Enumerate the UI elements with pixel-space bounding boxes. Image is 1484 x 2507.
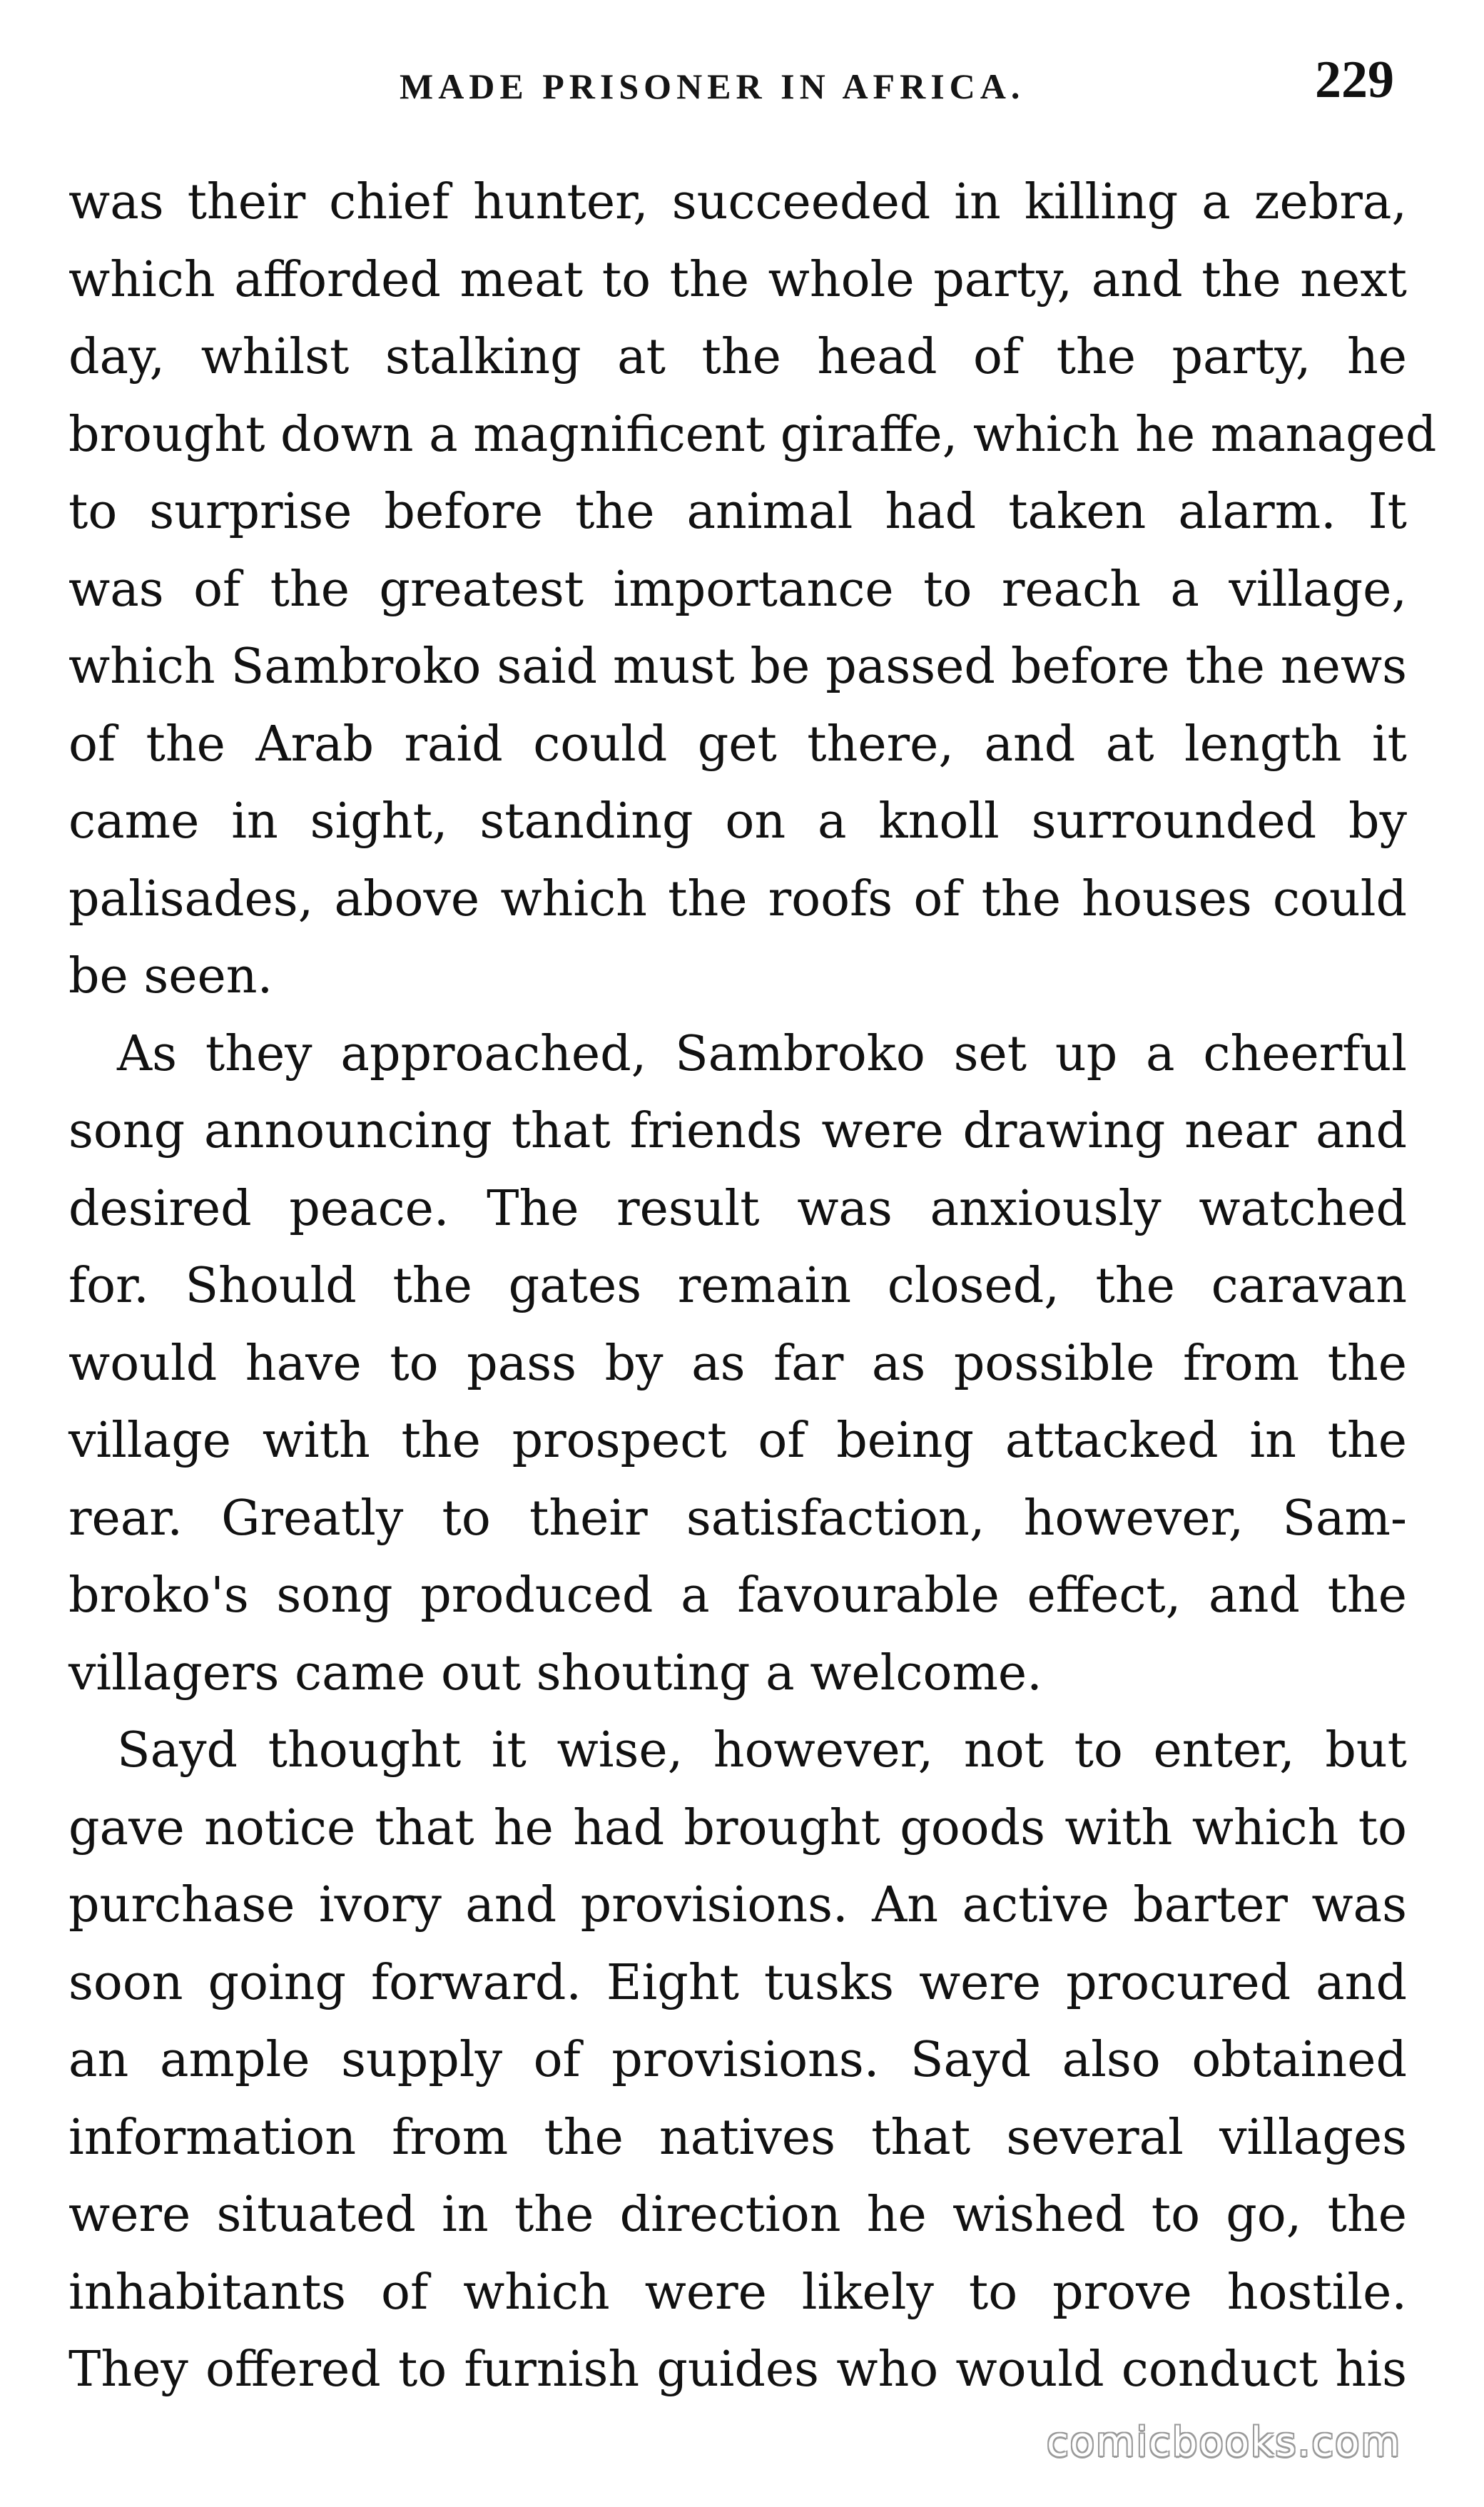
paragraph — [68, 1016, 1407, 1713]
text-line: rear. Greatly to their satisfaction, however, Sam- — [68, 1490, 1407, 1547]
text-line: were situated in the direction he wished to go, the — [68, 2187, 1407, 2243]
watermark: comicbooks.com — [1046, 2419, 1401, 2466]
text-line: day, whilst stalking at the head of the party, he — [68, 329, 1407, 385]
text-line: to surprise before the animal had taken alarm. It — [68, 484, 1407, 540]
page-number: 229 — [1315, 51, 1394, 109]
text-line: of the Arab raid could get there, and at length it — [68, 716, 1407, 773]
paragraph — [68, 164, 1437, 1016]
text-line: They offered to furnish guides who would conduct his — [68, 2341, 1407, 2398]
text-line: inhabitants of which were likely to prove hostile. — [68, 2264, 1407, 2321]
text-line: villagers came out shouting a welcome. — [68, 1644, 1042, 1702]
text-line: which afforded meat to the whole party, and the next — [68, 251, 1407, 308]
text-line: Sayd thought it wise, however, not to enter, but — [117, 1722, 1407, 1779]
text-line: was their chief hunter, succeeded in killing a zebra, — [68, 174, 1407, 230]
text-line: purchase ivory and provisions. An active barter was — [68, 1877, 1407, 1933]
text-line: village with the prospect of being attacked in the — [68, 1413, 1407, 1469]
body-text — [68, 164, 1437, 2409]
text-line: brought down a magnificent giraffe, which he managed — [68, 406, 1437, 463]
text-line: which Sambroko said must be passed before the news — [68, 639, 1407, 695]
text-line: was of the greatest importance to reach a village, — [68, 561, 1407, 618]
text-line: would have to pass by as far as possible from the — [68, 1335, 1407, 1392]
text-line: information from the natives that several villages — [68, 2109, 1407, 2166]
text-line: broko's song produced a favourable effect, and the — [68, 1567, 1407, 1624]
text-line: soon going forward. Eight tusks were procured and — [68, 1954, 1407, 2011]
text-line: As they approached, Sambroko set up a cheerful — [117, 1025, 1407, 1082]
text-line: an ample supply of provisions. Sayd also obtained — [68, 2032, 1407, 2088]
running-head: MADE PRISONER IN AFRICA. — [400, 66, 1025, 106]
text-line: song announcing that friends were drawing near and — [68, 1103, 1407, 1159]
text-line: palisades, above which the roofs of the houses could — [68, 870, 1407, 927]
text-line: came in sight, standing on a knoll surrounded by — [68, 793, 1407, 850]
text-line: desired peace. The result was anxiously watched — [68, 1180, 1407, 1237]
paragraph — [68, 1712, 1407, 2409]
text-line: be seen. — [68, 948, 273, 1005]
text-line: for. Should the gates remain closed, the caravan — [68, 1258, 1407, 1314]
text-line: gave notice that he had brought goods with which to — [68, 1799, 1407, 1856]
